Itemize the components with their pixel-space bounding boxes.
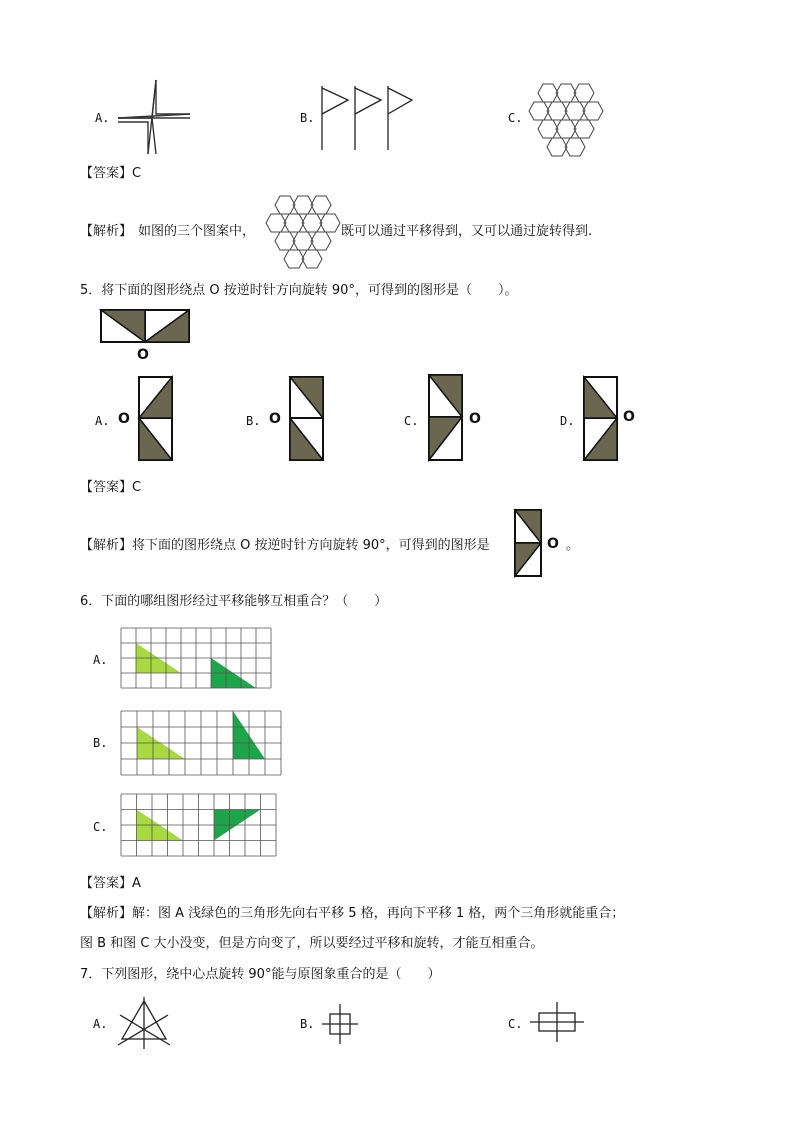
q4-option-c-label: C.	[508, 111, 523, 125]
q5-option-c-figure	[428, 374, 464, 462]
q5-question: 5．将下面的图形绕点 O 按逆时针方向旋转 90°，可得到的图形是（ ）。	[80, 283, 518, 298]
q7-question: 7．下列图形，绕中心点旋转 90°能与原图象重合的是（ ）	[80, 967, 441, 982]
q6-explain-line1: 【解析】解：图 A 浅绿色的三角形先向右平移 5 格，再向下平移 1 格，两个三角形就能重合；	[80, 906, 625, 921]
q5-option-a-figure	[138, 376, 174, 462]
hexagon-pattern-inline-figure	[265, 192, 341, 270]
q5-point-o-label: O	[137, 347, 149, 363]
q6-answer: 【答案】A	[80, 876, 141, 891]
q7-option-a-label: A.	[93, 1017, 108, 1031]
q5-explain-end: 。	[566, 538, 580, 553]
q6-option-b-grid	[120, 710, 282, 774]
q4-explain-post: 既可以通过平移得到，又可以通过旋转得到.	[341, 224, 593, 239]
q5-option-a-label: A.	[95, 414, 110, 428]
q5-option-d-point-label: O	[623, 409, 635, 425]
q5-option-d-figure	[583, 376, 619, 462]
q5-option-b-label: B.	[246, 414, 261, 428]
q5-option-c-label: C.	[404, 414, 419, 428]
q6-option-c-grid	[120, 793, 278, 857]
q4-explain-label: 【解析】	[80, 224, 133, 239]
q6-option-a-grid	[120, 627, 272, 689]
q4-answer: 【答案】C	[80, 166, 142, 181]
q5-option-d-label: D.	[560, 414, 575, 428]
q6-option-a-label: A.	[93, 653, 108, 667]
pinwheel-figure	[112, 78, 192, 158]
flags-figure	[320, 84, 415, 152]
q5-answer: 【答案】C	[80, 480, 142, 495]
q5-option-b-point-label: O	[269, 411, 281, 427]
q4-option-a-label: A.	[95, 111, 110, 125]
q6-question: 6．下面的哪组图形经过平移能够互相重合？（ ）	[80, 594, 388, 609]
q5-original-figure	[100, 309, 192, 345]
q7-option-c-figure	[530, 1002, 586, 1044]
hexagon-pattern-figure	[530, 80, 602, 158]
q4-option-b-label: B.	[300, 111, 315, 125]
q7-option-b-figure	[322, 1004, 360, 1046]
q7-option-a-figure	[116, 997, 172, 1049]
q7-option-c-label: C.	[508, 1017, 523, 1031]
q5-explain-figure	[514, 509, 544, 579]
q6-option-b-label: B.	[93, 736, 108, 750]
q5-option-b-figure	[289, 376, 325, 462]
q5-explain: 【解析】将下面的图形绕点 O 按逆时针方向旋转 90°，可得到的图形是	[80, 538, 490, 553]
q6-explain-line2: 图 B 和图 C 大小没变，但是方向变了，所以要经过平移和旋转，才能互相重合。	[80, 936, 544, 951]
q4-explain-pre: 如图的三个图案中，	[138, 224, 256, 239]
q5-option-c-point-label: O	[469, 411, 481, 427]
q6-option-c-label: C.	[93, 820, 108, 834]
q5-option-a-point-label: O	[118, 411, 130, 427]
q7-option-b-label: B.	[300, 1017, 315, 1031]
q5-explain-point-label: O	[547, 536, 559, 552]
